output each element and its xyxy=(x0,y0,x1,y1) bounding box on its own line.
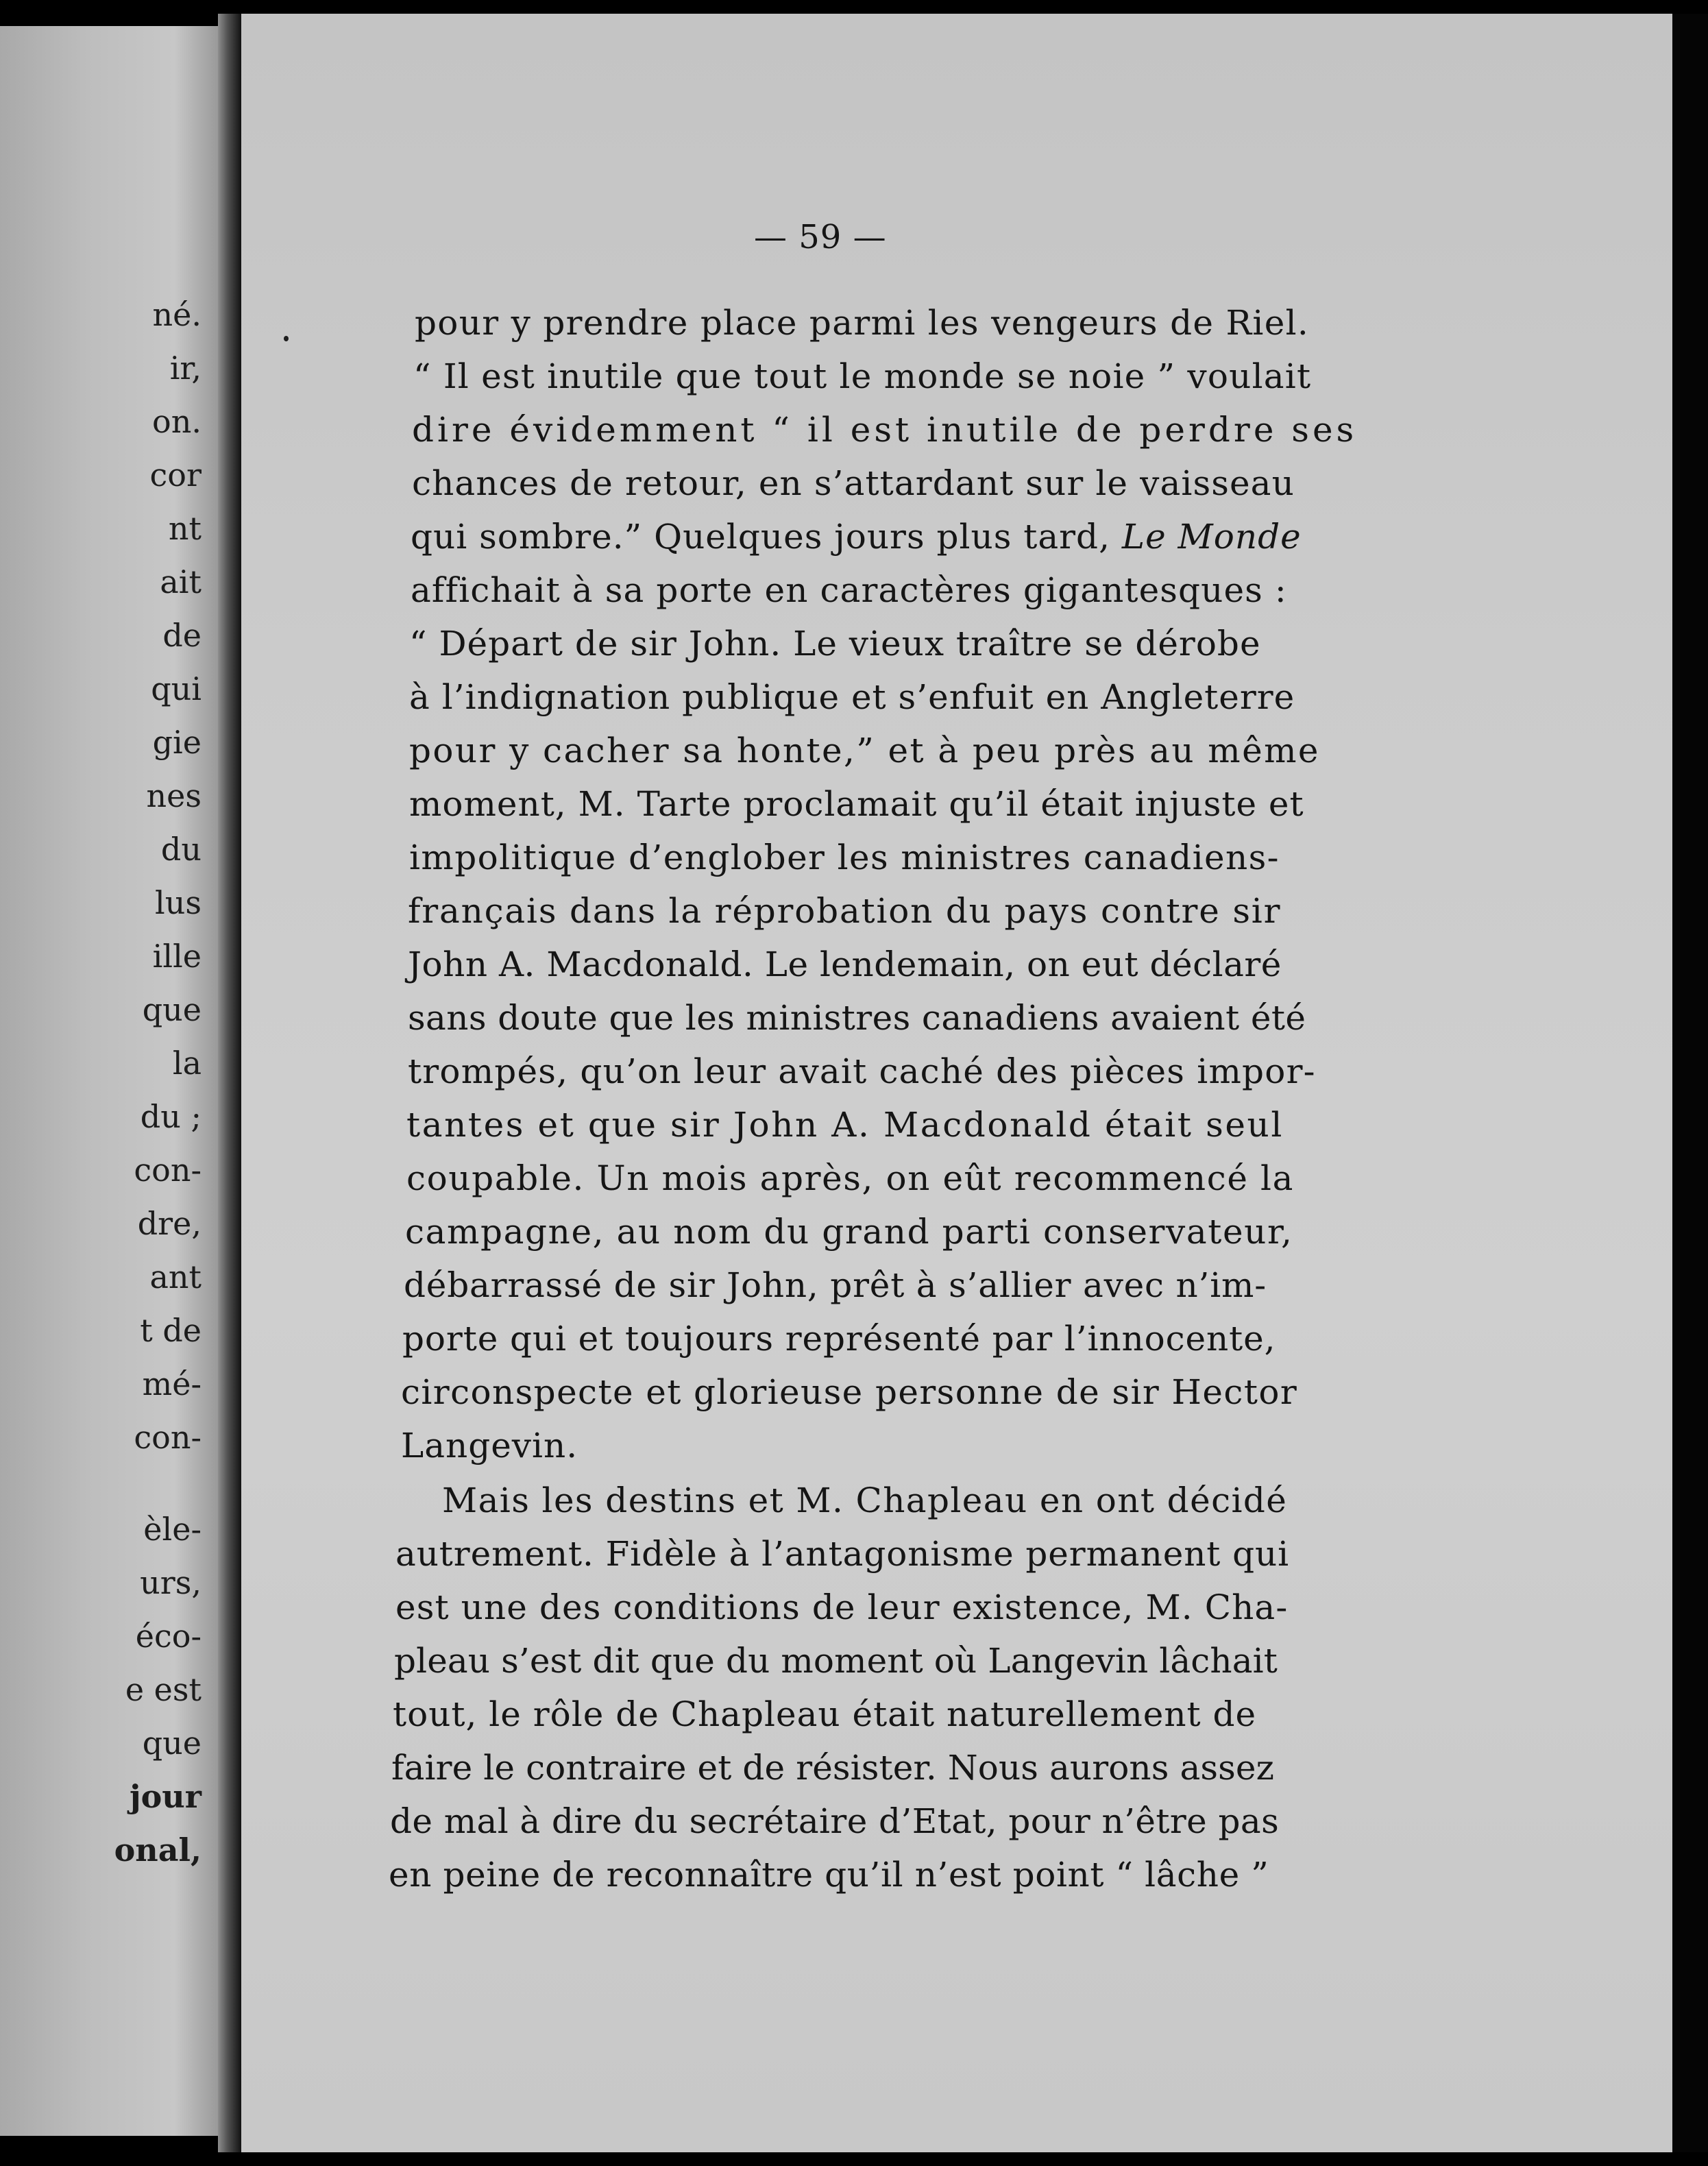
left-fragment: cor xyxy=(149,457,202,494)
text-line: campagne, au nom du grand parti conservateur, xyxy=(405,1212,1293,1252)
left-fragment: que xyxy=(142,1725,202,1762)
text-line: pleau s’est dit que du moment où Langevin lâchait xyxy=(394,1641,1278,1681)
left-fragment: que xyxy=(142,991,202,1028)
text-line: circonspecte et glorieuse personne de sir Hector xyxy=(401,1372,1298,1412)
text-line: Mais les destins et M. Chapleau en ont décidé xyxy=(442,1481,1288,1520)
text-line: impolitique d’englober les ministres canadiens- xyxy=(409,838,1280,877)
text-line xyxy=(411,517,1302,557)
ink-speck xyxy=(284,336,289,341)
text-line: “ Départ de sir John. Le vieux traître se dérobe xyxy=(409,624,1261,664)
left-fragment: éco- xyxy=(135,1618,202,1655)
text-line: à l’indignation publique et s’enfuit en Angleterre xyxy=(409,677,1295,717)
left-fragment: lus xyxy=(155,884,202,921)
text-line: trompés, qu’on leur avait caché des pièces impor- xyxy=(408,1051,1316,1091)
left-fragment: con- xyxy=(134,1419,202,1456)
left-fragment: gie xyxy=(152,724,202,761)
left-fragment: du xyxy=(160,831,202,868)
left-fragment: dre, xyxy=(137,1205,202,1242)
left-fragment: onal, xyxy=(114,1832,202,1869)
text-line: chances de retour, en s’attardant sur le vaisseau xyxy=(412,463,1295,503)
left-fragment: ille xyxy=(152,938,202,975)
text-line: pour y cacher sa honte,” et à peu près au même xyxy=(409,731,1320,770)
text-run: qui sombre.” Quelques jours plus tard, xyxy=(411,517,1110,557)
left-fragment: on. xyxy=(152,403,202,440)
text-line: porte qui et toujours représenté par l’innocente, xyxy=(402,1319,1276,1359)
text-line: autrement. Fidèle à l’antagonisme permanent qui xyxy=(395,1534,1289,1574)
text-line: est une des conditions de leur existence, M. Cha- xyxy=(395,1587,1289,1627)
left-fragment: t de xyxy=(140,1312,202,1349)
text-line: affichait à sa porte en caractères gigantesques : xyxy=(411,570,1287,610)
left-fragment: nes xyxy=(146,777,202,814)
left-fragment: du ; xyxy=(140,1098,202,1135)
left-fragment: de xyxy=(162,617,202,654)
text-line: faire le contraire et de résister. Nous aurons assez xyxy=(391,1748,1275,1788)
text-line: Langevin. xyxy=(401,1426,578,1465)
left-fragment: con- xyxy=(134,1152,202,1189)
text-line: tout, le rôle de Chapleau était naturellement de xyxy=(393,1694,1257,1734)
left-fragment: ait xyxy=(160,563,202,600)
left-fragment: la xyxy=(172,1045,202,1082)
left-fragment: mé- xyxy=(142,1365,202,1402)
left-fragment: né. xyxy=(152,296,202,333)
left-fragment: urs, xyxy=(140,1564,202,1601)
book-gutter xyxy=(218,14,243,2152)
text-line: pour y prendre place parmi les vengeurs de Riel. xyxy=(415,303,1310,343)
text-line: français dans la réprobation du pays contre sir xyxy=(408,891,1282,931)
text-line: sans doute que les ministres canadiens avaient été xyxy=(408,998,1306,1038)
left-fragment: e est xyxy=(125,1671,202,1708)
text-line: tantes et que sir John A. Macdonald était seul xyxy=(406,1105,1284,1145)
newspaper-title: Le Monde xyxy=(1121,517,1302,557)
page-number: — 59 — xyxy=(754,218,887,256)
text-line: en peine de reconnaître qu’il n’est point “ lâche ” xyxy=(389,1855,1269,1895)
left-page-edge xyxy=(0,26,218,2136)
left-fragment: ant xyxy=(149,1258,202,1295)
text-line: “ Il est inutile que tout le monde se noie ” voulait xyxy=(413,356,1312,396)
left-fragment: èle- xyxy=(143,1511,202,1548)
text-line: de mal à dire du secrétaire d’Etat, pour n’être pas xyxy=(390,1801,1280,1841)
text-line: coupable. Un mois après, on eût recommencé la xyxy=(406,1158,1295,1198)
left-fragment: jour xyxy=(129,1778,202,1815)
left-fragment: qui xyxy=(151,670,202,707)
scan-border xyxy=(1672,14,1708,2152)
text-line: débarrassé de sir John, prêt à s’allier avec n’im- xyxy=(404,1265,1267,1305)
left-fragment: nt xyxy=(168,510,202,547)
text-line: dire évidemment “ il est inutile de perdre ses xyxy=(412,410,1358,450)
text-line: moment, M. Tarte proclamait qu’il était injuste et xyxy=(409,784,1304,824)
left-fragment: ir, xyxy=(169,350,202,387)
text-line: John A. Macdonald. Le lendemain, on eut déclaré xyxy=(408,945,1282,984)
